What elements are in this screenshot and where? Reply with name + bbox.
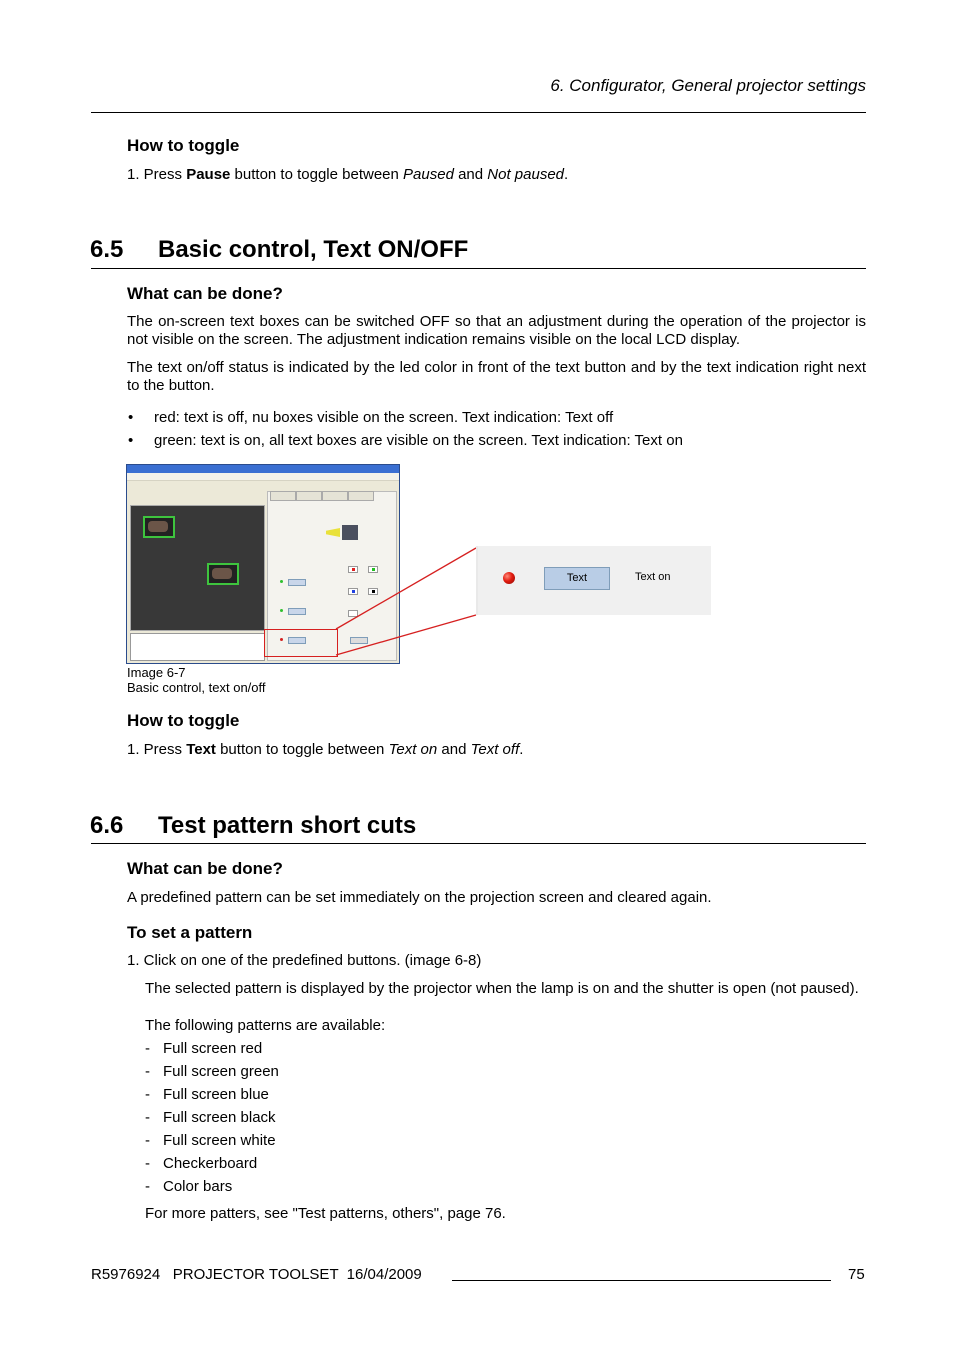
header-rule bbox=[91, 112, 866, 113]
pattern-item: Checkerboard bbox=[163, 1155, 258, 1172]
section-6-5-rule bbox=[91, 268, 866, 269]
dash-symbol: - bbox=[145, 1040, 150, 1057]
section-6-5-heading: 6.5 Basic control, Text ON/OFF bbox=[90, 236, 469, 263]
dash-symbol: - bbox=[145, 1155, 150, 1172]
text-toggle-step: 1. Press Text button to toggle between Text on and Text off. bbox=[127, 741, 524, 758]
log-area bbox=[130, 633, 265, 661]
status-led bbox=[280, 609, 283, 612]
mini-button bbox=[288, 579, 306, 586]
what-can-be-done-heading-2: What can be done? bbox=[127, 859, 283, 878]
status-led bbox=[280, 580, 283, 583]
set-pattern-step: 1. Click on one of the predefined buttons. (image 6-8) bbox=[127, 952, 482, 969]
footer-rule bbox=[452, 1280, 831, 1281]
more-patterns-reference: For more patters, see "Test patterns, others", page 76. bbox=[145, 1205, 506, 1222]
panel-tab bbox=[322, 491, 348, 501]
highlight-box bbox=[264, 629, 338, 657]
figure-caption-title: Basic control, text on/off bbox=[127, 680, 266, 695]
dash-symbol: - bbox=[145, 1109, 150, 1126]
set-pattern-heading: To set a pattern bbox=[127, 923, 253, 942]
pattern-item: Full screen blue bbox=[163, 1086, 269, 1103]
pattern-item: Full screen green bbox=[163, 1063, 279, 1080]
pattern-item: Full screen white bbox=[163, 1132, 276, 1149]
text-onoff-paragraph-2: The text on/off status is indicated by the led color in front of the text button and by the text indication right next to the button. bbox=[127, 359, 866, 394]
pattern-item: Full screen red bbox=[163, 1040, 263, 1057]
callout-lines bbox=[330, 540, 490, 660]
window-menubar bbox=[127, 473, 399, 481]
text-toggle-heading: How to toggle bbox=[127, 711, 240, 730]
pause-toggle-step: 1. Press Pause button to toggle between Paused and Not paused. bbox=[127, 166, 569, 183]
dash-symbol: - bbox=[145, 1178, 150, 1195]
running-header: 6. Configurator, General projector settings bbox=[550, 76, 866, 95]
mini-button bbox=[288, 608, 306, 615]
text-status-indication: Text on bbox=[635, 571, 671, 583]
dash-symbol: - bbox=[145, 1132, 150, 1149]
projector-preview-area bbox=[130, 505, 265, 631]
dash-symbol: - bbox=[145, 1086, 150, 1103]
bullet-symbol: • bbox=[128, 409, 134, 426]
footer-document-info: R5976924 PROJECTOR TOOLSET 16/04/2009 bbox=[91, 1266, 422, 1283]
pause-toggle-heading: How to toggle bbox=[127, 136, 240, 155]
zoomed-text-control bbox=[476, 546, 711, 615]
text-button[interactable]: Text bbox=[544, 567, 610, 590]
pattern-item: Full screen black bbox=[163, 1109, 276, 1126]
panel-tab bbox=[296, 491, 322, 501]
projector-icon bbox=[143, 516, 175, 538]
text-status-led bbox=[503, 572, 515, 584]
panel-tab bbox=[348, 491, 374, 501]
text-onoff-paragraph-1: The on-screen text boxes can be switched OFF so that an adjustment during the operation of the projector is not visible on the screen. The adjustment indication remains visible on the local LCD display. bbox=[127, 313, 866, 348]
what-can-be-done-heading: What can be done? bbox=[127, 284, 283, 303]
bullet-red: red: text is off, nu boxes visible on the screen. Text indication: Text off bbox=[154, 409, 614, 426]
pattern-item: Color bars bbox=[163, 1178, 233, 1195]
section-6-6-heading: 6.6 Test pattern short cuts bbox=[90, 812, 417, 839]
section-6-6-rule bbox=[91, 843, 866, 844]
bullet-green: green: text is on, all text boxes are visible on the screen. Text indication: Text on bbox=[154, 432, 683, 449]
panel-tab bbox=[270, 491, 296, 501]
test-pattern-paragraph: A predefined pattern can be set immediately on the projection screen and cleared again. bbox=[127, 889, 712, 906]
camera-thumbnail bbox=[342, 525, 358, 540]
bullet-symbol: • bbox=[128, 432, 134, 449]
set-pattern-description: The selected pattern is displayed by the projector when the lamp is on and the shutter is open (not paused). bbox=[145, 980, 859, 997]
projector-icon bbox=[207, 563, 239, 585]
figure-caption-number: Image 6-7 bbox=[127, 665, 186, 680]
window-titlebar bbox=[127, 465, 399, 473]
available-patterns-intro: The following patterns are available: bbox=[145, 1017, 386, 1034]
dash-symbol: - bbox=[145, 1063, 150, 1080]
page-number: 75 bbox=[848, 1266, 865, 1283]
lamp-beam-icon bbox=[326, 528, 340, 537]
